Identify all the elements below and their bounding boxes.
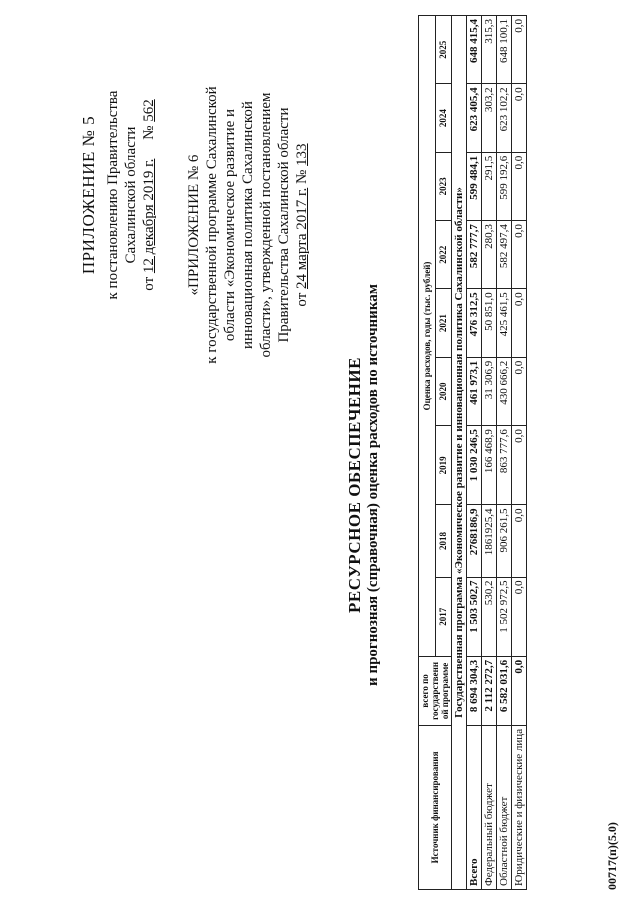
col-years-group-header: Оценка расходов, годы (тыс. рублей) — [419, 16, 436, 657]
appendix-5-date: 12 декабря 2019 г. — [141, 158, 157, 274]
cell-value: 623 102,2 — [497, 84, 512, 152]
col-source-header: Источник финансирования — [419, 725, 452, 889]
cell-value: 0,0 — [512, 289, 527, 357]
appendix-6-number: 133 — [294, 143, 310, 166]
cell-value: 530,2 — [482, 577, 497, 656]
cell-value: 303,2 — [482, 84, 497, 152]
year-header: 2017 — [435, 577, 452, 656]
cell-value: 31 306,9 — [482, 357, 497, 425]
year-header: 2023 — [435, 152, 452, 220]
appendix-6-number-prefix: № — [294, 169, 310, 184]
cell-value: 582 497,4 — [497, 221, 512, 289]
table-row — [512, 16, 527, 890]
year-header: 2021 — [435, 289, 452, 357]
row-total: 6 582 031,6 — [497, 656, 512, 725]
appendix-6-date-line — [293, 15, 311, 435]
appendix-5-line-1: к постановлению Правительства — [105, 90, 121, 300]
appendix-5-number-prefix: № — [141, 125, 157, 140]
row-total: 0,0 — [512, 656, 527, 725]
appendix-5-title: ПРИЛОЖЕНИЕ № 5 — [79, 115, 98, 275]
title-main: РЕСУРСНОЕ ОБЕСПЕЧЕНИЕ — [345, 357, 364, 613]
cell-value: 863 777,6 — [497, 426, 512, 505]
year-header: 2019 — [435, 426, 452, 505]
cell-value: 1 030 246,5 — [467, 426, 482, 505]
table-row — [482, 16, 497, 890]
cell-value: 476 312,5 — [467, 289, 482, 357]
year-header: 2024 — [435, 84, 452, 152]
appendix-5-number: 562 — [141, 99, 157, 122]
appendix-6-block — [185, 15, 311, 435]
cell-value: 461 973,1 — [467, 357, 482, 425]
col-total-header: всего по государственн ой программе — [419, 656, 452, 725]
document-title — [345, 185, 382, 785]
row-label: Федеральный бюджет — [482, 725, 497, 889]
cell-value: 315,3 — [482, 16, 497, 84]
cell-value: 0,0 — [512, 577, 527, 656]
appendix-6-line-6: Правительства Сахалинской области — [276, 107, 292, 343]
appendix-6-line-4: инновационная политика Сахалинской — [240, 101, 256, 349]
cell-value: 1 503 502,7 — [467, 577, 482, 656]
row-total: 8 694 304,3 — [467, 656, 482, 725]
cell-value: 0,0 — [512, 16, 527, 84]
program-row: Государственная программа «Экономическое развитие и инновационная политика Сахалинской области» — [452, 16, 467, 890]
appendix-6-line-1: «ПРИЛОЖЕНИЕ № 6 — [186, 154, 202, 296]
cell-value: 280,3 — [482, 221, 497, 289]
cell-value: 166 468,9 — [482, 426, 497, 505]
row-label: Всего — [467, 725, 482, 889]
footer-code: 00717(п)(5.0) — [605, 822, 619, 890]
appendix-5-block — [80, 45, 158, 345]
appendix-6-line-3: области «Экономическое развитие и — [222, 108, 238, 342]
cell-value: 425 461,5 — [497, 289, 512, 357]
cell-value: 0,0 — [512, 505, 527, 577]
cell-value: 430 666,2 — [497, 357, 512, 425]
appendix-5-line-2: Сахалинской области — [123, 126, 139, 264]
row-total: 2 112 272,7 — [482, 656, 497, 725]
cell-value: 582 777,7 — [467, 221, 482, 289]
cell-value: 1861925,4 — [482, 505, 497, 577]
cell-value: 0,0 — [512, 84, 527, 152]
cell-value: 906 261,5 — [497, 505, 512, 577]
year-header: 2025 — [435, 16, 452, 84]
cell-value: 623 405,4 — [467, 84, 482, 152]
row-label: Областной бюджет — [497, 725, 512, 889]
year-header: 2018 — [435, 505, 452, 577]
cell-value: 0,0 — [512, 152, 527, 220]
cell-value: 1 502 972,5 — [497, 577, 512, 656]
cell-value: 2768186,9 — [467, 505, 482, 577]
year-header: 2020 — [435, 357, 452, 425]
funding-table — [418, 15, 527, 890]
cell-value: 648 415,4 — [467, 16, 482, 84]
cell-value: 648 100,1 — [497, 16, 512, 84]
cell-value: 0,0 — [512, 221, 527, 289]
appendix-6-date: 24 марта 2017 г. — [294, 187, 310, 289]
cell-value: 599 484,1 — [467, 152, 482, 220]
cell-value: 0,0 — [512, 357, 527, 425]
cell-value: 50 851,0 — [482, 289, 497, 357]
appendix-6-date-prefix: от — [294, 292, 310, 307]
table-row — [497, 16, 512, 890]
appendix-5-date-line — [140, 45, 158, 345]
year-header: 2022 — [435, 221, 452, 289]
appendix-6-line-2: к государственной программе Сахалинской — [204, 86, 220, 364]
cell-value: 0,0 — [512, 426, 527, 505]
title-sub: и прогнозная (справочная) оценка расходов по источникам — [365, 284, 381, 686]
cell-value: 291,5 — [482, 152, 497, 220]
appendix-6-line-5: области», утвержденной постановлением — [258, 92, 274, 358]
cell-value: 599 192,6 — [497, 152, 512, 220]
table-row — [467, 16, 482, 890]
row-label: Юридические и физические лица — [512, 725, 527, 889]
appendix-5-date-prefix: от — [141, 276, 157, 291]
